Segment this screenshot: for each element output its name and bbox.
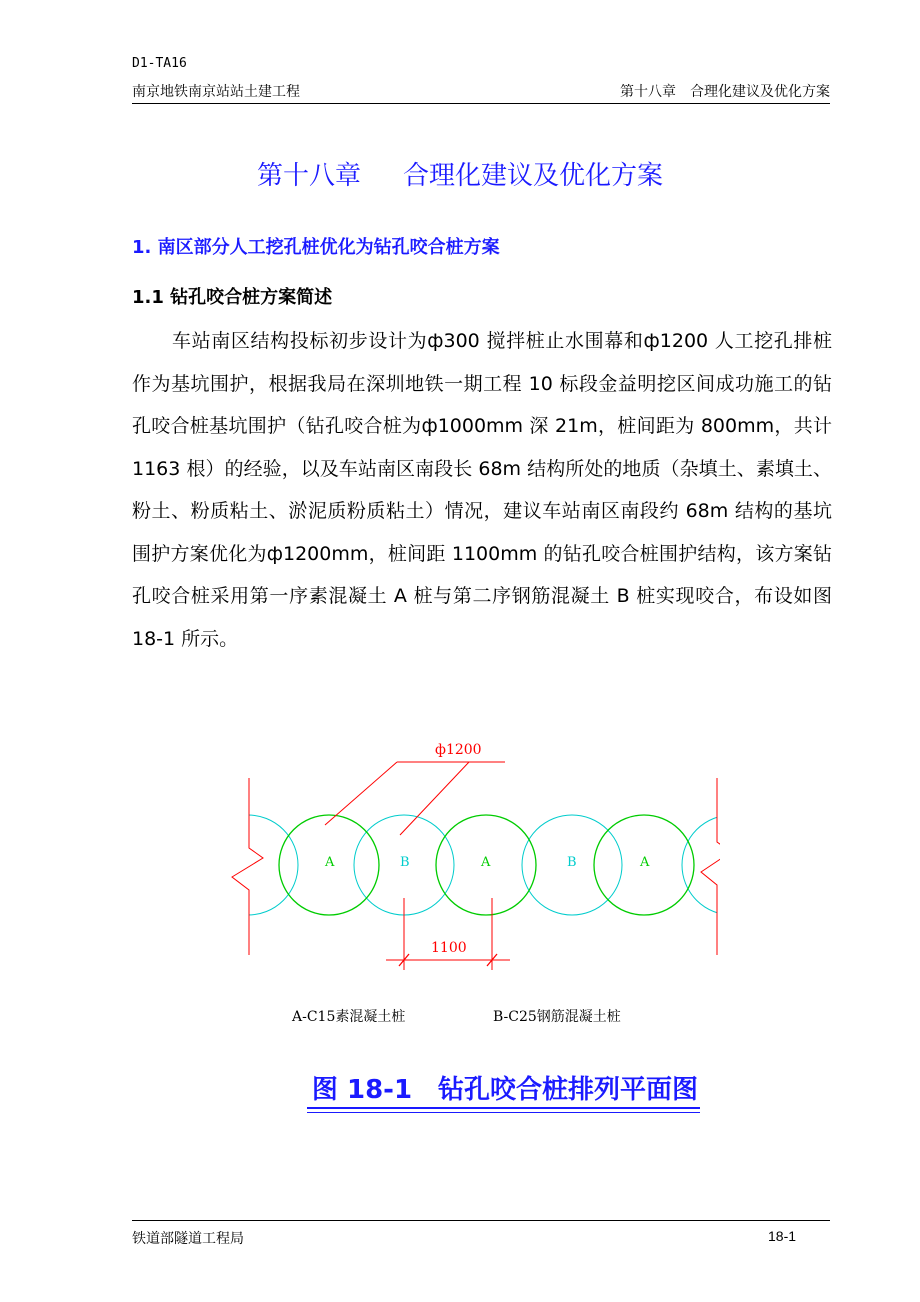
header-project: 南京地铁南京站站土建工程 <box>132 84 300 100</box>
section-heading-1-1: 1.1 钻孔咬合桩方案简述 <box>132 287 333 308</box>
legend-a: A-C15素混凝土桩 <box>292 1009 406 1025</box>
chapter-name: 合理化建议及优化方案 <box>403 161 664 191</box>
page-number: 18-1 <box>768 1228 797 1244</box>
figure-number: 图 18-1 <box>311 1075 413 1105</box>
pile-circle-right-edge <box>682 815 720 915</box>
section-heading-1: 1. 南区部分人工挖孔桩优化为钻孔咬合桩方案 <box>132 237 500 258</box>
pile-label: B <box>400 855 410 870</box>
header-rule <box>132 103 830 104</box>
document-code: D1-TA16 <box>132 56 187 71</box>
pile-label: A <box>640 855 650 870</box>
pile-layout-diagram <box>220 730 720 1040</box>
figure-title: 钻孔咬合桩排列平面图 <box>438 1075 699 1105</box>
figure-caption <box>0 1069 920 1106</box>
diameter-leader-2 <box>400 762 469 835</box>
pile-label: A <box>325 855 335 870</box>
header-chapter: 第十八章 合理化建议及优化方案 <box>620 84 830 100</box>
diameter-leader-1 <box>325 762 397 825</box>
pile-label: A <box>481 855 491 870</box>
chapter-title <box>0 155 920 192</box>
caption-underline <box>307 1107 700 1109</box>
pile-label: B <box>567 855 577 870</box>
footer-org: 铁道部隧道工程局 <box>132 1231 244 1247</box>
chapter-number: 第十八章 <box>256 161 361 191</box>
spacing-label: 1100 <box>431 940 467 956</box>
diameter-label: ф1200 <box>435 742 482 758</box>
legend-b: B-C25钢筋混凝土桩 <box>493 1009 621 1025</box>
body-paragraph: 车站南区结构投标初步设计为ф300 搅拌桩止水围幕和ф1200 人工挖孔排桩作为基坑围护，根据我局在深圳地铁一期工程 10 标段金益明挖区间成功施工的钻孔咬合桩基坑围护（钻孔咬合桩为ф1000mm 深 21m，桩间距为 800mm，共计 1163 根）的经验，以及车站南区南段长 68m 结构所处的地质（杂填土、素填土、粉土、粉质粘土、淤泥质粉质粘土）情况，建议车站南区南段约 68m 结构的基坑围护方案优化为ф1200mm，桩间距 1100mm 的钻孔咬合桩围护结构，该方案钻孔咬合桩采用第一序素混凝土 A 桩与第二序钢筋混凝土 B 桩实现咬合，布设如图 18-1 所示。 <box>132 330 832 650</box>
footer-rule <box>132 1220 830 1221</box>
caption-underline-thin <box>307 1112 700 1113</box>
